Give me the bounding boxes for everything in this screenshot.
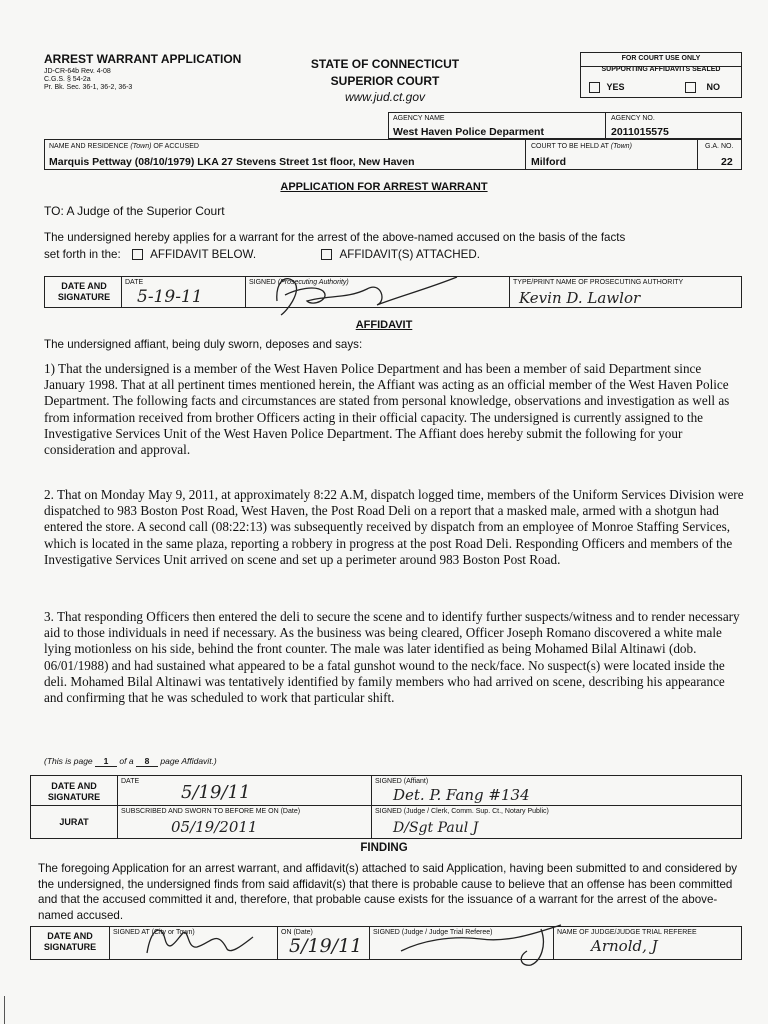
- affidavit-below-checkbox[interactable]: [132, 249, 143, 260]
- affiant-date-sig-label: DATE AND SIGNATURE: [47, 781, 101, 802]
- sworn-label: SUBSCRIBED AND SWORN TO BEFORE ME ON (Date): [121, 808, 301, 815]
- on-date-label: ON (Date): [281, 929, 313, 936]
- form-title: ARREST WARRANT APPLICATION: [44, 52, 242, 66]
- practice-book-ref: Pr. Bk. Sec. 36-1, 36-2, 36-3: [44, 84, 133, 91]
- page-count: (This is page 1 of a 8 page Affidavit.): [44, 756, 217, 766]
- affidavit-attached-label: AFFIDAVIT(S) ATTACHED.: [339, 248, 480, 261]
- affidavit-paragraph-3: 3. That responding Officers then entered the deli to secure the scene and to identify further suspects/witness and to render necessary aid to those individuals in need if necessary. As the business was being cleared, Officer Joseph Romano discovered a white male lying motionless on his side, behind the front counter. The male was later identified as being Mohamed Bilal Altinawi (dob. 06/01/1988) and had sustained what appeared to be a fatal gunshot wound to the neck/face. No suspect(s) were located inside the deli. Mohamed Bilal Altinawi was tentatively identified by family members who had arrived on scene, describing his appearance and confirming that he was scheduled to work that particular shift.: [44, 609, 740, 706]
- court-use-title: FOR COURT USE ONLY: [621, 55, 701, 62]
- jurat-signed-value: D/Sgt Paul J: [393, 820, 479, 836]
- accused-box: [44, 139, 742, 170]
- signed-at-signature: [127, 919, 267, 959]
- affidavit-attached-checkbox[interactable]: [321, 249, 332, 260]
- application-title: APPLICATION FOR ARREST WARRANT: [280, 181, 488, 193]
- judge-signature-box: [30, 926, 742, 960]
- affidavit-intro: The undersigned affiant, being duly sworn, deposes and says:: [44, 338, 363, 351]
- state-name: STATE OF CONNECTICUT: [310, 57, 460, 71]
- court-use-box: [580, 52, 742, 98]
- prosecutor-signature-box: [44, 276, 742, 308]
- jurat-signed-label: SIGNED (Judge / Clerk, Comm. Sup. Ct., Notary Public): [375, 808, 549, 815]
- application-line1: The undersigned hereby applies for a warrant for the arrest of the above-named accused on the basis of the facts: [44, 231, 626, 244]
- application-line2: set forth in the: AFFIDAVIT BELOW. AFFIDAVIT(S) ATTACHED.: [44, 248, 480, 261]
- sealed-label: SUPPORTING AFFIDAVITS SEALED: [601, 66, 721, 73]
- application-to: TO: A Judge of the Superior Court: [44, 204, 225, 218]
- affidavit-paragraph-1: 1) That the undersigned is a member of the West Haven Police Department and has been a member of said Department since January 1998. That at all pertinent times mentioned herein, the Affiant was acting as an official member of the West Haven Police Department. The following facts and circumstances are stated from personal knowledge, observations and investigation as well as from information received from brother Officers acting in their official capacity. The undersigned is currently assigned to the Investigative Services Unit of the West Haven Police Department. The Affiant does hereby submit the following for your consideration and approval.: [44, 361, 730, 458]
- ga-no-label: G.A. NO.: [705, 143, 734, 150]
- affiant-date-value: 5/19/11: [181, 782, 251, 803]
- finding-text: The foregoing Application for an arrest warrant, and affidavit(s) attached to said Application, having been submitted to and considered by the undersigned, the undersigned finds from said affidavit(s) that there is probable cause to believe that an offense has been committed and that the accused committed it and, therefore, that probable cause exists for the issuance of a warrant for the arrest of the above-named accused.: [38, 862, 738, 922]
- judge-name-label: NAME OF JUDGE/JUDGE TRIAL REFEREE: [557, 929, 697, 936]
- agency-name-value: West Haven Police Deparment: [393, 126, 544, 138]
- affidavit-title: AFFIDAVIT: [355, 319, 413, 331]
- court-held-value: Milford: [531, 156, 566, 168]
- affiant-date-label: DATE: [121, 778, 140, 785]
- affiant-signed-label: SIGNED (Affiant): [375, 778, 429, 785]
- date-signature-label: DATE AND SIGNATURE: [57, 281, 111, 302]
- affiant-signed-value: Det. P. Fang #134: [393, 786, 530, 804]
- sealed-yes-checkbox[interactable]: [589, 82, 600, 93]
- signed-at-label: SIGNED AT (City or Town): [113, 929, 195, 936]
- date-value: 5-19-11: [137, 287, 203, 307]
- header-left: [44, 52, 284, 92]
- affiant-block: [30, 775, 742, 839]
- form-number: JD-CR-64b Rev. 4-08: [44, 68, 111, 75]
- court-held-label: COURT TO BE HELD AT (Town): [531, 143, 632, 150]
- website: www.jud.ct.gov: [344, 90, 426, 104]
- judge-date-sig-label: DATE AND SIGNATURE: [43, 931, 97, 952]
- statute-ref: C.G.S. § 54-2a: [44, 76, 91, 83]
- on-date-value: 5/19/11: [289, 935, 363, 957]
- court-name: SUPERIOR COURT: [330, 74, 440, 88]
- judge-name-value: Arnold, J: [591, 937, 658, 955]
- accused-value: Marquis Pettway (08/10/1979) LKA 27 Stevens Street 1st floor, New Haven: [49, 156, 415, 168]
- sealed-no-label: NO: [706, 82, 721, 92]
- judge-signature: [391, 921, 571, 965]
- scan-edge-mark: [4, 996, 5, 1024]
- sealed-no-checkbox[interactable]: [685, 82, 696, 93]
- sworn-value: 05/19/2011: [171, 818, 258, 836]
- date-label: DATE: [125, 279, 144, 286]
- prosecutor-name-value: Kevin D. Lawlor: [519, 289, 641, 307]
- prosecutor-signature: [257, 271, 477, 319]
- prosecutor-name-label: TYPE/PRINT NAME OF PROSECUTING AUTHORITY: [513, 279, 684, 286]
- jurat-label: JURAT: [59, 817, 89, 827]
- finding-title: FINDING: [360, 842, 408, 854]
- judge-signed-label: SIGNED (Judge / Judge Trial Referee): [373, 929, 493, 936]
- agency-no-label: AGENCY NO.: [611, 115, 655, 122]
- agency-no-value: 2011015575: [611, 126, 669, 138]
- affidavit-paragraph-2: 2. That on Monday May 9, 2011, at approximately 8:22 A.M, dispatch logged time, members of the Uniform Services Division were dispatched to 983 Boston Post Road, West Haven, the Post Road Deli on a report that a masked male, armed with a shotgun had entered the store. A second call (08:22:13) was subsequently received by dispatch from an employee of Monroe Staffing Services, which is located in the same plaza, reporting a robbery in progress at the post Road Deli. Responding Officers and members of the Investigative Services Unit arrived on scene and set up a perimeter around 983 Boston Post Road.: [44, 487, 744, 567]
- agency-box: [388, 112, 742, 139]
- header-center: [300, 57, 470, 104]
- sealed-yes-label: YES: [606, 82, 625, 92]
- agency-name-label: AGENCY NAME: [393, 115, 445, 122]
- affidavit-below-label: AFFIDAVIT BELOW.: [150, 248, 257, 261]
- accused-label: NAME AND RESIDENCE (Town) OF ACCUSED: [49, 143, 199, 150]
- ga-no-value: 22: [721, 156, 733, 168]
- signed-label: SIGNED (Prosecuting Authority): [249, 279, 349, 286]
